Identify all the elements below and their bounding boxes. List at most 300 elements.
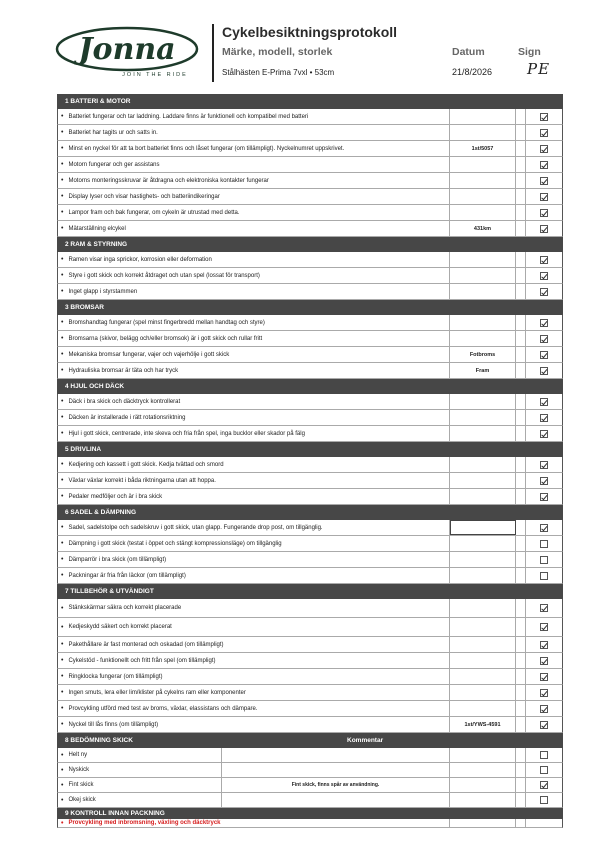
checkbox[interactable] — [540, 367, 548, 375]
section-header — [57, 300, 563, 315]
check-cell — [526, 520, 562, 535]
bullet-icon: • — [61, 225, 64, 232]
item-text: Display lyser och visar hastighets- och batteriindikeringar — [68, 193, 220, 200]
checklist-item — [58, 315, 450, 330]
item-value-field[interactable] — [450, 205, 516, 220]
date-value: 21/8/2026 — [452, 67, 493, 77]
check-cell — [526, 618, 562, 636]
option-text: Okej skick — [68, 797, 96, 803]
item-text: Sadel, sadelstolpe och sadelskruv i gott skick, utan glapp. Fungerande drop post, om tillgänglig. — [68, 524, 323, 531]
item-value-field[interactable]: 1st/5057 — [450, 141, 516, 156]
item-value-field[interactable] — [450, 315, 516, 330]
check-cell — [526, 599, 562, 617]
spacer-cell — [516, 221, 526, 236]
item-text: Packningar är fria från läckor (om tillämpligt) — [68, 572, 186, 579]
section-header — [57, 94, 563, 109]
check-cell — [526, 221, 562, 236]
spacer-cell — [516, 125, 526, 140]
bullet-icon: • — [61, 540, 64, 547]
bullet-icon: • — [61, 161, 64, 168]
check-cell — [526, 685, 562, 700]
item-value-field[interactable] — [450, 473, 516, 488]
spacer-cell — [516, 157, 526, 172]
checklist-row — [57, 268, 563, 284]
packing-text: Provcykling med inbromsning, växling och däcktryck — [68, 820, 221, 826]
check-cell — [526, 536, 562, 551]
inspection-table — [57, 94, 563, 828]
item-text: Ramen visar inga sprickor, korrosion eller deformation — [68, 256, 212, 263]
checklist-item — [58, 701, 450, 716]
spacer-cell — [516, 394, 526, 409]
checkbox[interactable] — [540, 272, 548, 280]
item-text: Pedaler medföljer och är i bra skick — [68, 493, 163, 500]
item-text: Dämparrör i bra skick (om tillämpligt) — [68, 556, 167, 563]
item-text: Däcken är installerade i rätt rotationsriktning — [68, 414, 186, 421]
item-text: Motorn fungerar och ger assistans — [68, 161, 160, 168]
check-cell — [526, 793, 562, 807]
checklist-row — [57, 284, 563, 300]
item-value-field[interactable]: 1st/YWS-4591 — [450, 717, 516, 732]
spacer-cell — [516, 315, 526, 330]
spacer-cell — [516, 669, 526, 684]
checkbox[interactable] — [540, 193, 548, 201]
item-text: Minst en nyckel för att ta bort batteriet finns och låset fungerar (om tillämpligt). Nyckelnumret uppskrivet. — [68, 145, 345, 152]
item-value-field[interactable] — [450, 701, 516, 716]
checklist-row — [57, 618, 563, 637]
bullet-icon: • — [61, 623, 64, 631]
bullet-icon: • — [61, 351, 64, 358]
checklist-item — [58, 394, 450, 409]
checkbox[interactable] — [540, 145, 548, 153]
checkbox[interactable] — [540, 796, 548, 804]
checklist-row — [57, 473, 563, 489]
section-header — [57, 379, 563, 394]
bullet-icon: • — [61, 819, 64, 827]
spacer-cell — [516, 763, 526, 777]
checklist-item — [58, 363, 450, 378]
item-value-field[interactable] — [450, 331, 516, 346]
spacer-cell — [516, 410, 526, 425]
check-cell — [526, 669, 562, 684]
spacer-cell — [516, 748, 526, 762]
item-value-field[interactable]: Fram — [450, 363, 516, 378]
bullet-icon: • — [61, 781, 64, 789]
checkbox[interactable] — [540, 335, 548, 343]
assessment-option — [58, 763, 222, 777]
item-value-field — [450, 793, 516, 807]
item-value-field[interactable] — [450, 637, 516, 652]
check-cell — [526, 252, 562, 267]
option-text: Helt ny — [68, 752, 88, 758]
checklist-row — [57, 536, 563, 552]
item-value-field[interactable] — [450, 568, 516, 583]
bullet-icon: • — [61, 572, 64, 579]
checklist-item — [58, 599, 450, 617]
checklist-row — [57, 552, 563, 568]
item-text: Provcykling utförd med test av broms, växlar, elassistans och dämpare. — [68, 705, 258, 712]
packing-row — [57, 819, 563, 828]
checklist-item — [58, 536, 450, 551]
spacer-cell — [516, 819, 526, 827]
check-cell — [526, 489, 562, 504]
item-value-field — [450, 748, 516, 762]
bullet-icon: • — [61, 288, 64, 295]
spacer-cell — [516, 109, 526, 124]
check-cell — [526, 568, 562, 583]
item-value-field[interactable] — [450, 669, 516, 684]
check-cell — [526, 394, 562, 409]
item-text: Hydrauliska bromsar är täta och har tryck — [68, 367, 179, 374]
item-value-field — [450, 778, 516, 792]
check-cell — [526, 473, 562, 488]
item-text: Stänkskärmar säkra och korrekt placerade — [68, 605, 182, 611]
check-cell — [526, 552, 562, 567]
item-value-field[interactable] — [450, 552, 516, 567]
assessment-row — [57, 778, 563, 793]
item-text: Hjul i gott skick, centrerade, inte skeva och fria från spel, inga bucklor eller skador på fälg — [68, 430, 305, 437]
bullet-icon: • — [61, 145, 64, 152]
assessment-option — [58, 748, 222, 762]
check-cell — [526, 315, 562, 330]
checklist-item — [58, 473, 450, 488]
checklist-row — [57, 331, 563, 347]
bullet-icon: • — [61, 398, 64, 405]
checkbox[interactable] — [540, 288, 548, 296]
checkbox[interactable] — [540, 540, 548, 548]
checklist-row — [57, 394, 563, 410]
spacer-cell — [516, 536, 526, 551]
checklist-item — [58, 284, 450, 299]
item-value-field[interactable] — [450, 653, 516, 668]
item-value-field[interactable] — [450, 173, 516, 188]
check-cell — [526, 141, 562, 156]
bullet-icon: • — [61, 689, 64, 696]
bullet-icon: • — [61, 556, 64, 563]
checklist-row — [57, 141, 563, 157]
spacer-cell — [516, 520, 526, 535]
section-title: 9 KONTROLL INNAN PACKNING — [65, 810, 165, 817]
check-cell — [526, 331, 562, 346]
checkbox[interactable] — [540, 161, 548, 169]
checkbox[interactable] — [540, 641, 548, 649]
item-text: Dämpning i gott skick (testat i öppet och stängt kompressionsläge) om tillgänglig — [68, 540, 282, 547]
checklist-row — [57, 173, 563, 189]
spacer-cell — [516, 331, 526, 346]
checkbox[interactable] — [540, 623, 548, 631]
item-value-field[interactable] — [450, 426, 516, 441]
page-title: Cykelbesiktningsprotokoll — [222, 24, 398, 40]
comment-field[interactable] — [222, 793, 450, 807]
bullet-icon: • — [61, 367, 64, 374]
checklist-item — [58, 141, 450, 156]
assessment-row — [57, 793, 563, 808]
spacer-cell — [516, 205, 526, 220]
item-value-field[interactable] — [450, 520, 516, 535]
checkbox[interactable] — [540, 781, 548, 789]
bullet-icon: • — [61, 319, 64, 326]
spacer-cell — [516, 141, 526, 156]
checkbox[interactable] — [540, 572, 548, 580]
logo-tagline: JOIN THE RIDE — [122, 72, 188, 78]
item-value-field[interactable] — [450, 189, 516, 204]
check-cell — [526, 717, 562, 732]
check-cell — [526, 363, 562, 378]
checkbox[interactable] — [540, 256, 548, 264]
section-header — [57, 237, 563, 252]
checklist-item — [58, 410, 450, 425]
item-value-field[interactable] — [450, 536, 516, 551]
spacer-cell — [516, 599, 526, 617]
checklist-item — [58, 221, 450, 236]
checklist-item — [58, 157, 450, 172]
item-text: Mekaniska bromsar fungerar, vajer och vajerhölje i gott skick — [68, 351, 230, 358]
checklist-item — [58, 268, 450, 283]
item-text: Mätarställning elcykel — [68, 225, 126, 232]
section-header — [57, 505, 563, 520]
checklist-item — [58, 252, 450, 267]
comment-field[interactable] — [222, 763, 450, 777]
spacer-cell — [516, 653, 526, 668]
item-value-field[interactable] — [450, 252, 516, 267]
check-cell — [526, 457, 562, 472]
bullet-icon: • — [61, 430, 64, 437]
bullet-icon: • — [61, 751, 64, 759]
bullet-icon: • — [61, 673, 64, 680]
item-value-field[interactable] — [450, 599, 516, 617]
checklist-row — [57, 637, 563, 653]
document-header — [0, 0, 595, 90]
check-cell — [526, 268, 562, 283]
checklist-item — [58, 457, 450, 472]
checklist-item — [58, 637, 450, 652]
check-cell — [526, 701, 562, 716]
checklist-item — [58, 205, 450, 220]
section-header — [57, 442, 563, 457]
checkbox[interactable] — [540, 493, 548, 501]
spacer-cell — [516, 173, 526, 188]
comment-field[interactable] — [222, 748, 450, 762]
checkbox[interactable] — [540, 430, 548, 438]
checklist-row — [57, 347, 563, 363]
assessment-row — [57, 763, 563, 778]
checklist-item — [58, 685, 450, 700]
spacer-cell — [516, 778, 526, 792]
checkbox[interactable] — [540, 524, 548, 532]
checkbox[interactable] — [540, 398, 548, 406]
section-title: 4 HJUL OCH DÄCK — [65, 383, 125, 390]
checklist-row — [57, 315, 563, 331]
date-label: Datum — [452, 46, 485, 58]
check-cell — [526, 109, 562, 124]
check-cell — [526, 157, 562, 172]
section-header — [57, 733, 563, 748]
checklist-row — [57, 205, 563, 221]
checkbox[interactable] — [540, 414, 548, 422]
sign-label: Sign — [518, 46, 541, 58]
item-text: Batteriet fungerar och tar laddning. Laddare finns är funktionell och kompatibel med batteri — [68, 113, 309, 120]
check-cell — [526, 778, 562, 792]
bullet-icon: • — [61, 766, 64, 774]
item-value-field[interactable] — [450, 268, 516, 283]
spacer-cell — [516, 426, 526, 441]
item-text: Cykelstöd - funktionellt och fritt från spel (om tillämpligt) — [68, 657, 216, 664]
checkbox[interactable] — [540, 689, 548, 697]
checklist-item — [58, 109, 450, 124]
checkbox[interactable] — [540, 604, 548, 612]
checkbox[interactable] — [540, 177, 548, 185]
item-text: Inget glapp i styrstammen — [68, 288, 138, 295]
section-title: 8 BEDÖMNING SKICK — [65, 737, 133, 744]
check-cell — [526, 653, 562, 668]
checklist-item — [58, 189, 450, 204]
bullet-icon: • — [61, 705, 64, 712]
checklist-row — [57, 363, 563, 379]
bullet-icon: • — [61, 193, 64, 200]
checkbox[interactable] — [540, 129, 548, 137]
item-value-field — [450, 819, 516, 827]
checkbox[interactable] — [540, 657, 548, 665]
checklist-row — [57, 157, 563, 173]
spacer-cell — [516, 268, 526, 283]
item-text: Motorns monteringsskruvar är åtdragna och elektroniska kontakter fungerar — [68, 177, 269, 184]
item-value-field[interactable] — [450, 618, 516, 636]
section-title: 2 RAM & STYRNING — [65, 241, 128, 248]
bullet-icon: • — [61, 493, 64, 500]
item-value-field[interactable] — [450, 157, 516, 172]
bullet-icon: • — [61, 272, 64, 279]
item-text: Bromshandtag fungerar (spel minst fingerbredd mellan handtag och styre) — [68, 319, 265, 326]
item-text: Bromsarna (skivor, belägg och/eller bromsok) är i gott skick och rullar fritt — [68, 335, 263, 342]
check-cell — [526, 748, 562, 762]
checkbox[interactable] — [540, 351, 548, 359]
checkbox[interactable] — [540, 556, 548, 564]
checklist-item — [58, 347, 450, 362]
item-text: Växlar växlar korrekt i båda riktningarna utan att hoppa. — [68, 477, 216, 484]
section-title: 5 DRIVLINA — [65, 446, 102, 453]
checkbox[interactable] — [540, 751, 548, 759]
spacer-cell — [516, 457, 526, 472]
checklist-item — [58, 489, 450, 504]
checklist-item — [58, 618, 450, 636]
spacer-cell — [516, 363, 526, 378]
assessment-row — [57, 748, 563, 763]
checklist-row — [57, 669, 563, 685]
spacer-cell — [516, 793, 526, 807]
check-cell — [526, 637, 562, 652]
checkbox[interactable] — [540, 766, 548, 774]
check-cell — [526, 426, 562, 441]
checklist-row — [57, 221, 563, 237]
item-value-field[interactable]: 431km — [450, 221, 516, 236]
item-value-field[interactable] — [450, 489, 516, 504]
check-cell — [526, 284, 562, 299]
item-value-field[interactable] — [450, 125, 516, 140]
check-cell — [526, 819, 562, 827]
item-value-field[interactable] — [450, 457, 516, 472]
checkbox[interactable] — [540, 225, 548, 233]
item-value-field[interactable] — [450, 410, 516, 425]
assessment-option — [58, 778, 222, 792]
check-cell — [526, 189, 562, 204]
option-text: Fint skick — [68, 782, 94, 788]
spacer-cell — [516, 252, 526, 267]
checklist-item — [58, 717, 450, 732]
comment-field[interactable]: Fint skick, finns spår av användning. — [222, 778, 450, 792]
spacer-cell — [516, 489, 526, 504]
bullet-icon: • — [61, 641, 64, 648]
packing-item — [58, 819, 450, 827]
item-value-field[interactable] — [450, 109, 516, 124]
checkbox[interactable] — [540, 721, 548, 729]
checklist-item — [58, 125, 450, 140]
item-text: Ringklocka fungerar (om tillämpligt) — [68, 673, 163, 680]
checklist-row — [57, 717, 563, 733]
bullet-icon: • — [61, 113, 64, 120]
item-text: Nyckel till lås finns (om tillämpligt) — [68, 721, 159, 728]
section-title: 6 SADEL & DÄMPNING — [65, 509, 137, 516]
checkbox[interactable] — [540, 705, 548, 713]
check-cell — [526, 410, 562, 425]
signature: PE — [527, 60, 551, 78]
section-header — [57, 584, 563, 599]
item-value-field[interactable]: Fotbroms — [450, 347, 516, 362]
checkbox[interactable] — [540, 209, 548, 217]
checklist-row — [57, 701, 563, 717]
comment-header: Kommentar — [347, 737, 384, 744]
checkbox[interactable] — [540, 477, 548, 485]
checklist-item — [58, 520, 450, 535]
spacer-cell — [516, 284, 526, 299]
checkbox[interactable] — [540, 673, 548, 681]
checklist-item — [58, 173, 450, 188]
spacer-cell — [516, 701, 526, 716]
item-value-field[interactable] — [450, 394, 516, 409]
item-text: Ingen smuts, lera eller lim/klister på cykelns ram eller komponenter — [68, 689, 246, 696]
spacer-cell — [516, 618, 526, 636]
checklist-row — [57, 520, 563, 536]
checkbox[interactable] — [540, 113, 548, 121]
bullet-icon: • — [61, 461, 64, 468]
checklist-row — [57, 189, 563, 205]
spacer-cell — [516, 552, 526, 567]
checklist-item — [58, 552, 450, 567]
check-cell — [526, 205, 562, 220]
spacer-cell — [516, 637, 526, 652]
header-divider — [212, 24, 214, 82]
spacer-cell — [516, 189, 526, 204]
checkbox[interactable] — [540, 319, 548, 327]
check-cell — [526, 125, 562, 140]
check-cell — [526, 173, 562, 188]
checkbox[interactable] — [540, 461, 548, 469]
checklist-row — [57, 568, 563, 584]
section-title: 3 BROMSAR — [65, 304, 105, 311]
bullet-icon: • — [61, 796, 64, 804]
bullet-icon: • — [61, 721, 64, 728]
item-value-field[interactable] — [450, 284, 516, 299]
checklist-row — [57, 410, 563, 426]
item-value-field[interactable] — [450, 685, 516, 700]
section-title: 7 TILLBEHÖR & UTVÄNDIGT — [65, 588, 154, 595]
check-cell — [526, 347, 562, 362]
checklist-row — [57, 685, 563, 701]
checklist-row — [57, 489, 563, 505]
item-text: Lampor fram och bak fungerar, om cykeln är utrustad med detta. — [68, 209, 240, 216]
checklist-item — [58, 331, 450, 346]
item-text: Kedjeskydd säkert och korrekt placerat — [68, 624, 172, 630]
spacer-cell — [516, 347, 526, 362]
bullet-icon: • — [61, 129, 64, 136]
